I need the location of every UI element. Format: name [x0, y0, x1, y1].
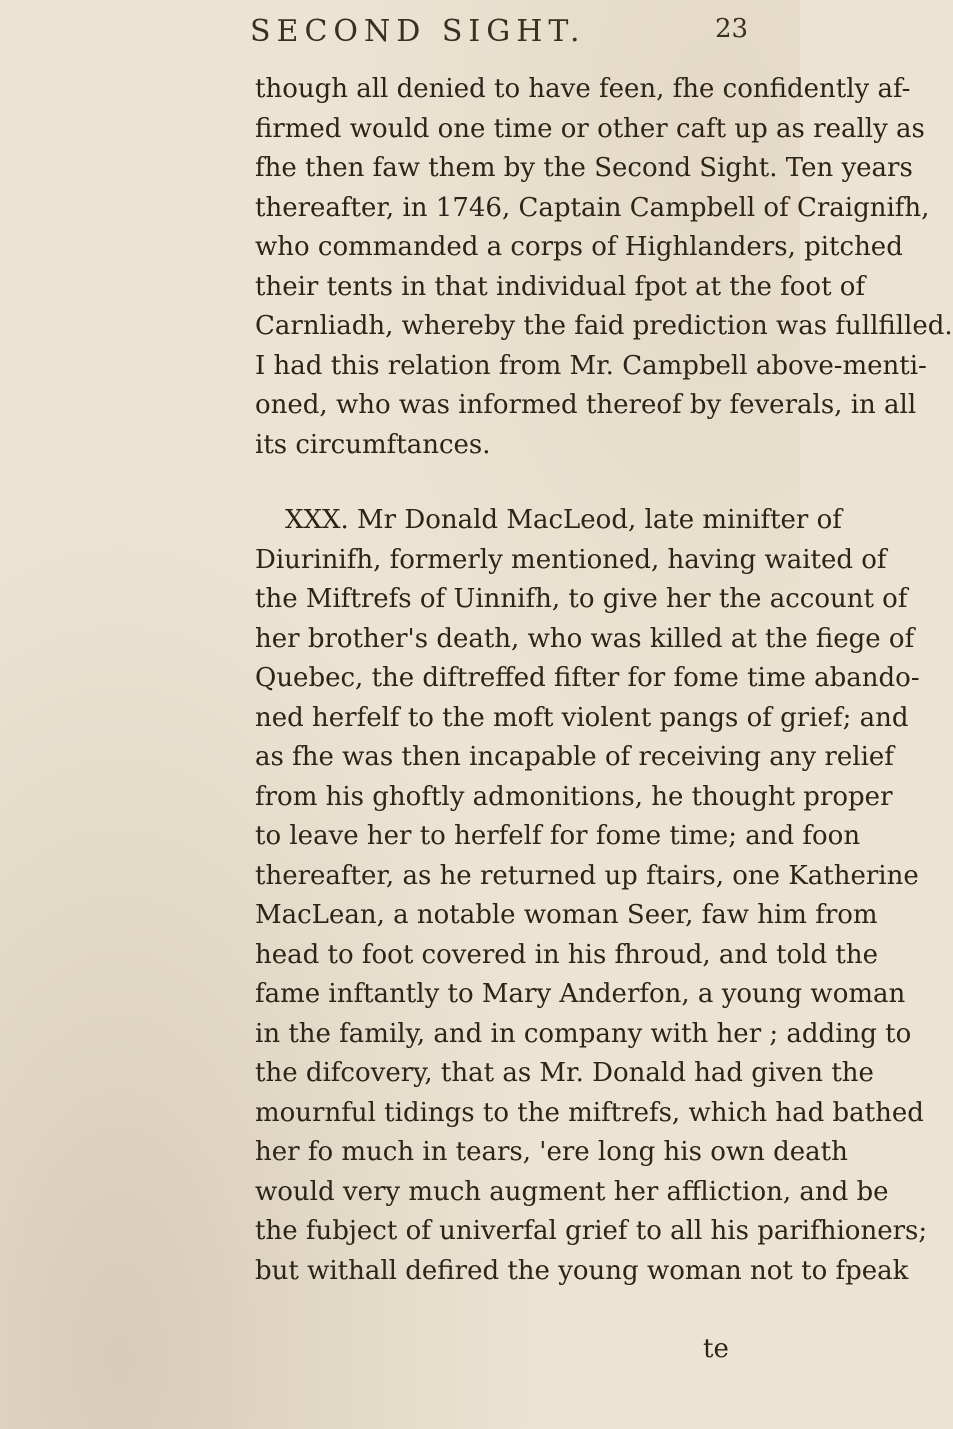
catchword: te [703, 1334, 729, 1364]
text-line: their tents in that individual fpot at the foot of [255, 271, 866, 302]
text-line: thereafter, as he returned up ftairs, one Katherine [255, 860, 919, 891]
text-line: the difcovery, that as Mr. Donald had given the [255, 1058, 874, 1088]
text-line: her fo much in tears, 'ere long his own death [255, 1137, 848, 1167]
text-line: but withall defired the young woman not to fpeak [255, 1255, 909, 1286]
paragraph-gap [255, 465, 765, 501]
text-line: in the family, and in company with her ; adding to [255, 1018, 912, 1049]
text-line: though all denied to have feen, fhe confidently af- [255, 74, 911, 104]
text-line: to leave her to herfelf for fome time; and foon [255, 821, 861, 851]
text-line: the Miftrefs of Uinnifh, to give her the account of [255, 584, 908, 614]
text-line: I had this relation from Mr. Campbell above-menti- [255, 350, 927, 381]
text-line: her brother's death, who was killed at the fiege of [255, 623, 915, 654]
text-line: Carnliadh, whereby the faid prediction was fullfilled. [255, 311, 953, 341]
text-line: its circumftances. [255, 429, 491, 460]
text-line: would very much augment her affliction, and be [255, 1176, 889, 1207]
text-line: thereafter, in 1746, Captain Campbell of Craignifh, [255, 192, 930, 223]
text-line: firmed would one time or other caft up as really as [255, 113, 925, 144]
body-text [255, 70, 953, 1291]
text-line: head to foot covered in his fhroud, and told the [255, 939, 878, 970]
page-number: 23 [715, 14, 749, 44]
text-line: Diurinifh, formerly mentioned, having waited of [255, 544, 887, 575]
text-line: fhe then faw them by the Second Sight. Ten years [255, 153, 913, 183]
paragraph-1 [255, 70, 953, 465]
text-line: oned, who was informed thereof by feverals, in all [255, 390, 917, 420]
text-line: XXX. Mr Donald MacLeod, late minifter of [285, 505, 842, 535]
text-line: who commanded a corps of Highlanders, pitched [255, 232, 903, 262]
running-title: SECOND SIGHT. [250, 14, 586, 49]
text-line: the fubject of univerfal grief to all his parifhioners; [255, 1216, 928, 1246]
text-line: MacLean, a notable woman Seer, faw him from [255, 900, 878, 930]
text-line: as fhe was then incapable of receiving any relief [255, 742, 894, 772]
text-line: mournful tidings to the miftrefs, which had bathed [255, 1097, 924, 1128]
text-line: fame inftantly to Mary Anderfon, a young woman [255, 979, 906, 1009]
text-line: Quebec, the diftreffed fifter for fome time abando- [255, 663, 920, 693]
text-line: ned herfelf to the moft violent pangs of grief; and [255, 702, 909, 733]
paragraph-2 [255, 501, 928, 1291]
text-line: from his ghoftly admonitions, he thought proper [255, 781, 893, 812]
